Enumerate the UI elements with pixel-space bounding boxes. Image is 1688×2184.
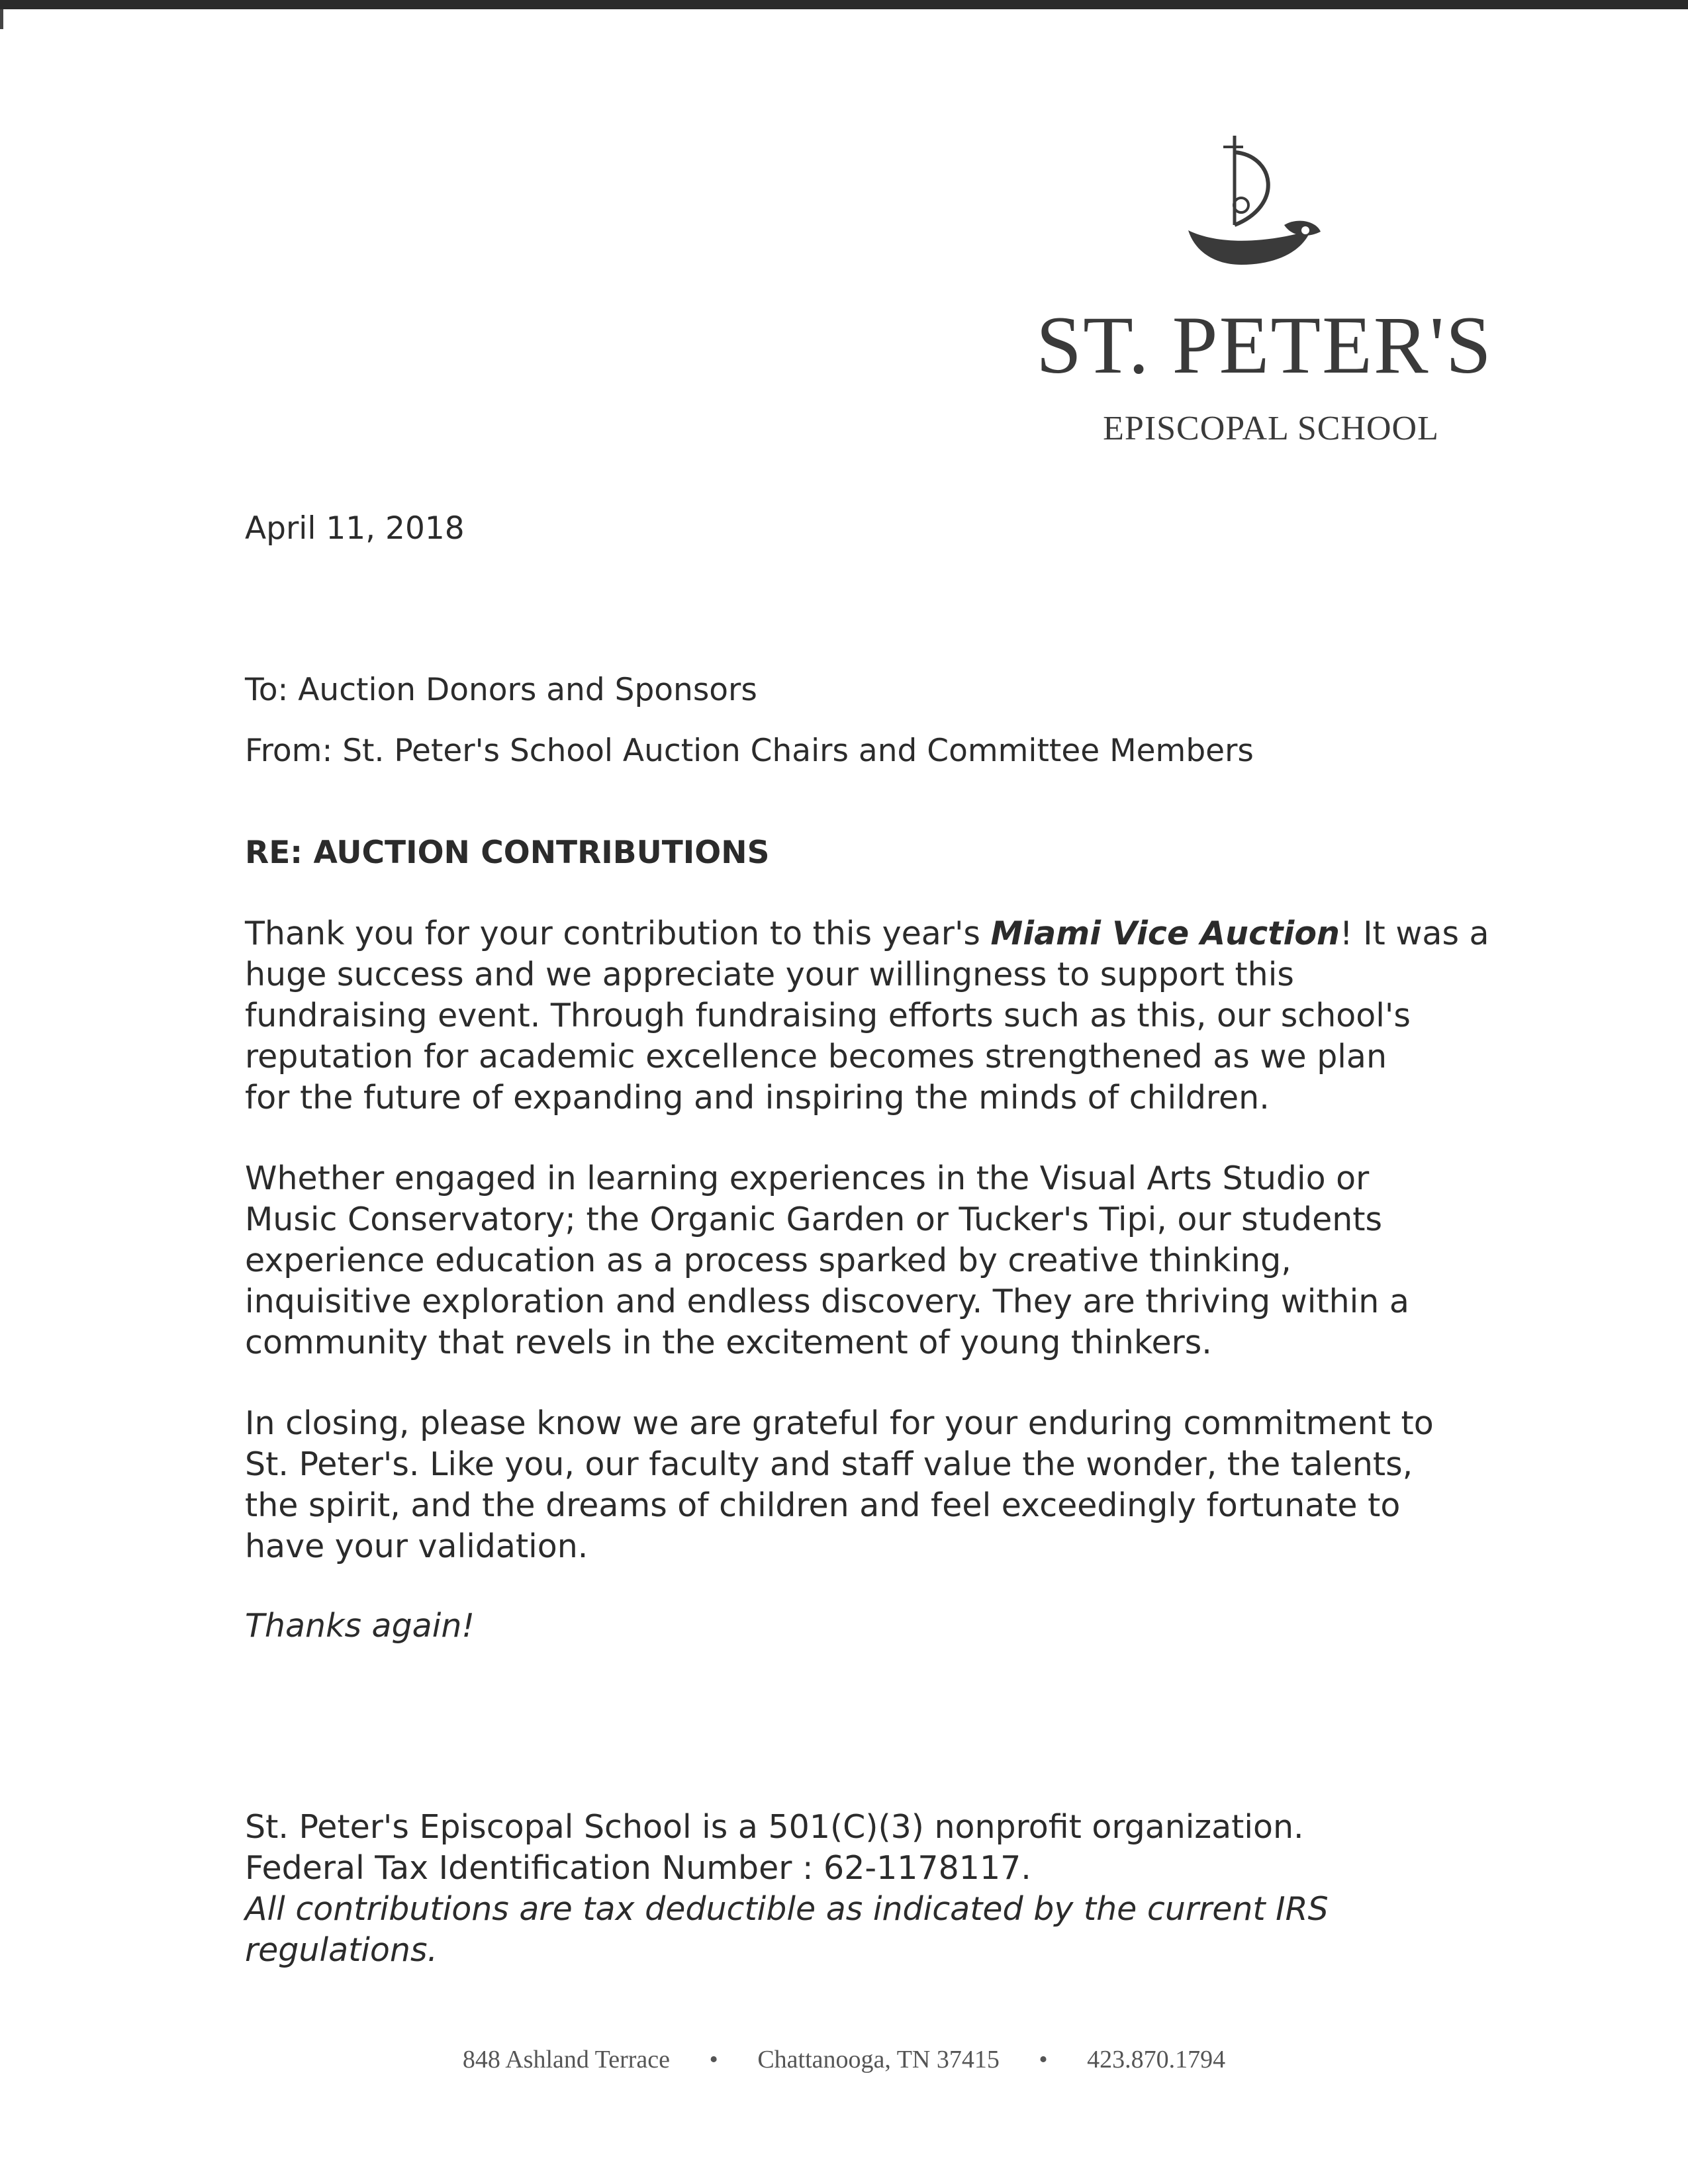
paragraph-line: experience education as a process sparked by creative thinking, xyxy=(245,1242,1291,1279)
paragraph-line: St. Peter's. Like you, our faculty and staff value the wonder, the talents, xyxy=(245,1445,1413,1483)
paragraph-learning xyxy=(245,1158,1409,1363)
from-line: From: St. Peter's School Auction Chairs and Committee Members xyxy=(245,733,1254,769)
paragraph-line: huge success and we appreciate your willingness to support this xyxy=(245,956,1294,993)
tax-notice xyxy=(245,1807,1329,1971)
letterhead-footer xyxy=(0,2045,1688,2074)
scan-edge-left xyxy=(0,9,3,29)
closing-thanks: Thanks again! xyxy=(245,1607,475,1645)
school-subtitle: EPISCOPAL SCHOOL xyxy=(1103,410,1439,447)
footer-separator: • xyxy=(709,2046,718,2073)
paragraph-line: reputation for academic excellence becomes strengthened as we plan xyxy=(245,1038,1387,1075)
paragraph-thank-you xyxy=(245,913,1489,1118)
school-name: ST. PETER'S xyxy=(1036,300,1493,390)
footer-city: Chattanooga, TN 37415 xyxy=(757,2046,1000,2073)
tax-id-line: Federal Tax Identification Number : 62-1178117. xyxy=(245,1849,1031,1887)
tax-line: St. Peter's Episcopal School is a 501(C)(3) nonprofit organization. xyxy=(245,1808,1304,1846)
paragraph-line: for the future of expanding and inspiring the minds of children. xyxy=(245,1079,1270,1116)
letter-date: April 11, 2018 xyxy=(245,510,465,547)
paragraph-line xyxy=(245,913,1489,954)
auction-name: Miami Vice Auction xyxy=(990,915,1340,952)
paragraph-line: community that revels in the excitement of young thinkers. xyxy=(245,1324,1212,1361)
paragraph-line: fundraising event. Through fundraising efforts such as this, our school's xyxy=(245,997,1411,1034)
to-line: To: Auction Donors and Sponsors xyxy=(245,672,757,708)
re-heading: RE: AUCTION CONTRIBUTIONS xyxy=(245,835,770,871)
footer-address: 848 Ashland Terrace xyxy=(462,2046,671,2073)
paragraph-text: ! It was a xyxy=(1339,915,1489,952)
paragraph-text: Thank you for your contribution to this year's xyxy=(245,915,991,952)
paragraph-closing xyxy=(245,1403,1434,1567)
scan-edge-top xyxy=(0,0,1688,9)
paragraph-line: the spirit, and the dreams of children and feel exceedingly fortunate to xyxy=(245,1486,1401,1524)
paragraph-line: Whether engaged in learning experiences in the Visual Arts Studio or xyxy=(245,1160,1370,1197)
footer-separator: • xyxy=(1039,2046,1048,2073)
boat-logo-icon xyxy=(1152,132,1324,271)
footer-phone: 423.870.1794 xyxy=(1087,2046,1226,2073)
tax-line: All contributions are tax deductible as indicated by the current IRS xyxy=(245,1890,1329,1928)
tax-line: regulations. xyxy=(245,1931,438,1969)
paragraph-line: In closing, please know we are grateful for your enduring commitment to xyxy=(245,1404,1434,1442)
paragraph-line: Music Conservatory; the Organic Garden or Tucker's Tipi, our students xyxy=(245,1201,1383,1238)
paragraph-line: have your validation. xyxy=(245,1527,588,1565)
paragraph-line: inquisitive exploration and endless discovery. They are thriving within a xyxy=(245,1283,1409,1320)
